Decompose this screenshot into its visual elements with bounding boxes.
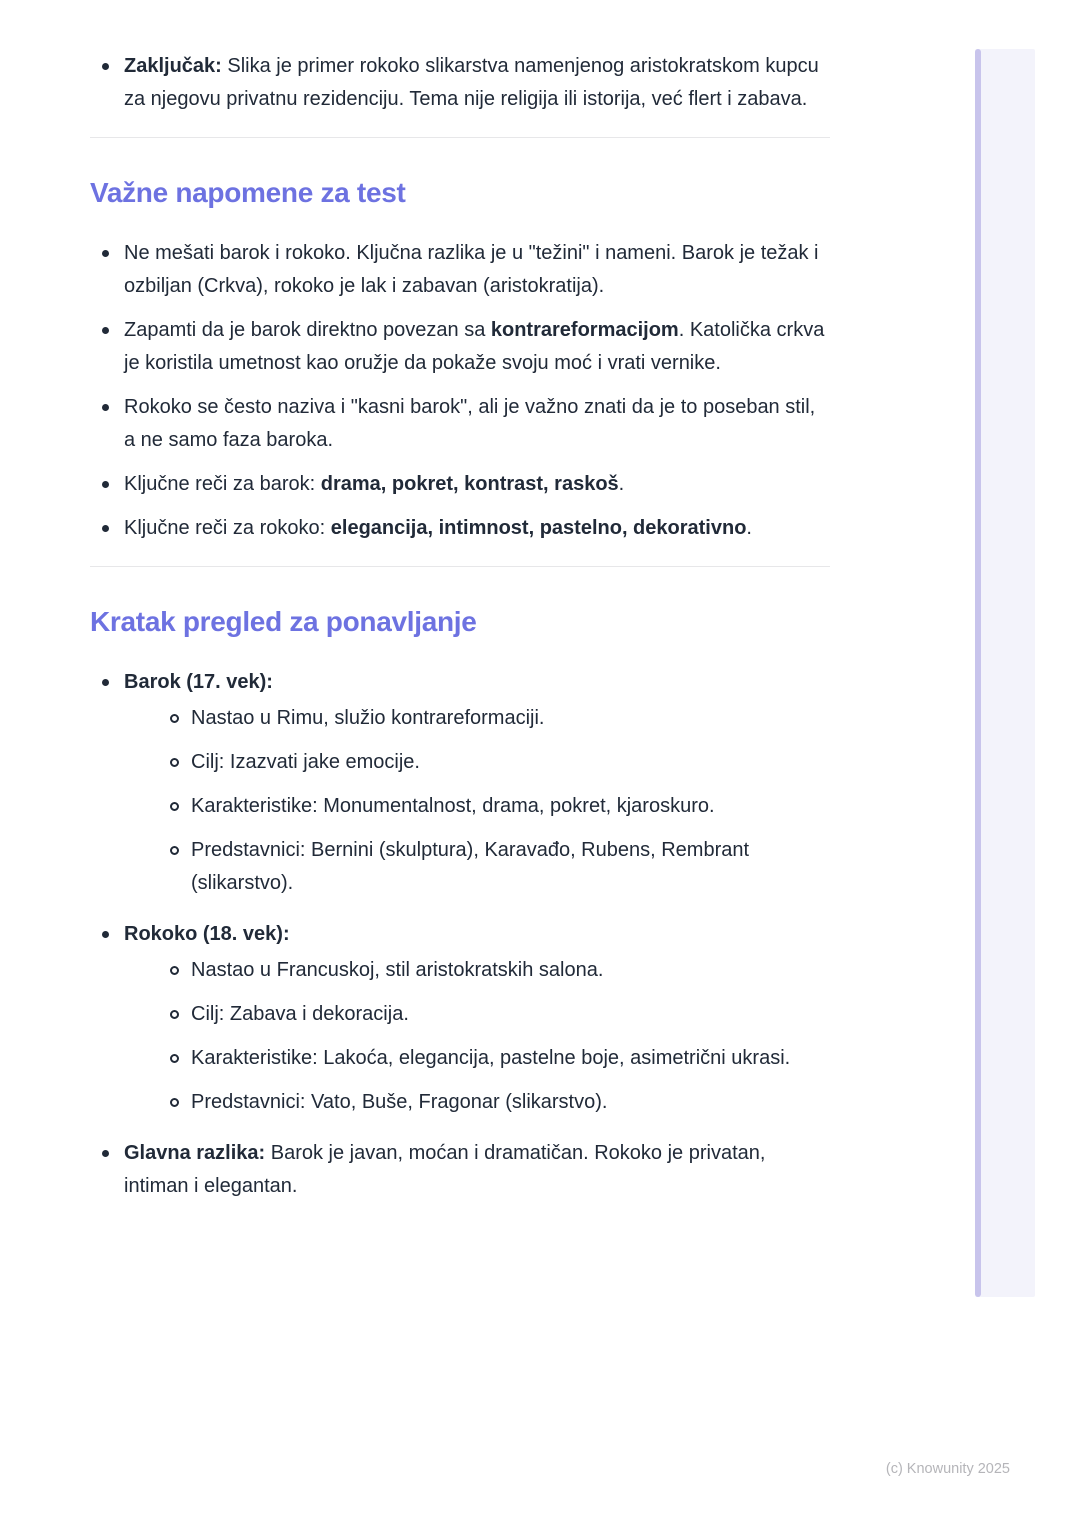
text-run: Nastao u Rimu, služio kontrareformaciji. — [191, 707, 545, 729]
sub-item — [124, 1042, 830, 1075]
section-title-review: Kratak pregled za ponavljanje — [90, 606, 477, 637]
text-run: . — [618, 473, 625, 495]
text-run: Predstavnici: Vato, Buše, Fragonar (slikarstvo). — [191, 1091, 608, 1113]
list-item — [90, 237, 830, 303]
sub-item — [124, 954, 830, 987]
text-run: Predstavnici: Bernini (skulptura), Karavađo, Rubens, Rembrant (slikarstvo). — [191, 839, 750, 894]
group-heading: Barok (17. vek): — [124, 671, 273, 693]
group-item-barok — [90, 666, 830, 900]
notes-list — [90, 237, 830, 545]
sub-item — [124, 746, 830, 779]
bold-keywords: drama, pokret, kontrast, raskoš — [320, 473, 619, 495]
group-item-rokoko — [90, 918, 830, 1119]
text-run: Zapamti da je barok direktno povezan sa — [124, 319, 491, 341]
bold-keyword: kontrareformacijom — [490, 319, 679, 341]
sub-item — [124, 1086, 830, 1119]
text-run: Rokoko se često naziva i "kasni barok", ali je važno znati da je to poseban stil, a ne samo faza baroka. — [124, 396, 816, 451]
intro-list — [90, 50, 830, 116]
note-content — [90, 50, 830, 1214]
sub-item — [124, 998, 830, 1031]
text-run: Karakteristike: Monumentalnost, drama, pokret, kjaroskuro. — [191, 795, 715, 817]
copyright-footer: (c) Knowunity 2025 — [885, 1461, 1010, 1477]
text-run: Ključne reči za barok: — [124, 473, 321, 495]
group-heading: Rokoko (18. vek): — [124, 923, 290, 945]
text-run: Cilj: Izazvati jake emocije. — [191, 751, 420, 773]
list-item — [90, 391, 830, 457]
text-run: Ne mešati barok i rokoko. Ključna razlika je u "težini" i nameni. Barok je težak i ozbiljan (Crkva), rokoko je lak i zabavan (aristokratija). — [124, 242, 819, 297]
sub-item — [124, 834, 830, 900]
divider — [90, 137, 830, 138]
scrollbar-thumb[interactable] — [975, 49, 981, 1297]
text-run: Slika je primer rokoko slikarstva namenjenog aristokratskom kupcu za njegovu privatnu rezidenciju. Tema nije religija ili istorija, već flert i zabava. — [124, 55, 819, 110]
rokoko-sublist — [124, 954, 830, 1119]
list-item — [90, 468, 830, 501]
list-item-conclusion — [90, 50, 830, 116]
barok-sublist — [124, 702, 830, 900]
list-item-main-difference — [90, 1137, 830, 1203]
review-list — [90, 666, 830, 1203]
divider — [90, 566, 830, 567]
text-run: Karakteristike: Lakoća, elegancija, pastelne boje, asimetrični ukrasi. — [191, 1047, 791, 1069]
bold-keywords: elegancija, intimnost, pastelno, dekorativno — [330, 517, 747, 539]
bold-label: Zaključak: — [124, 55, 222, 77]
section-title-notes: Važne napomene za test — [90, 177, 406, 208]
text-run: Nastao u Francuskoj, stil aristokratskih salona. — [191, 959, 604, 981]
text-run: Ključne reči za rokoko: — [124, 517, 331, 539]
sub-item — [124, 790, 830, 823]
list-item — [90, 512, 830, 545]
text-run: Cilj: Zabava i dekoracija. — [191, 1003, 409, 1025]
sub-item — [124, 702, 830, 735]
text-run: . Katolička crkva je koristila umetnost kao oružje da pokaže svoju moć i vrati vernike. — [124, 319, 825, 374]
text-run: Barok je javan, moćan i dramatičan. Rokoko je privatan, intiman i elegantan. — [124, 1142, 766, 1197]
list-item — [90, 314, 830, 380]
scrollbar-track[interactable] — [975, 49, 1035, 1297]
bold-label: Glavna razlika: — [124, 1142, 266, 1164]
text-run: . — [746, 517, 752, 539]
